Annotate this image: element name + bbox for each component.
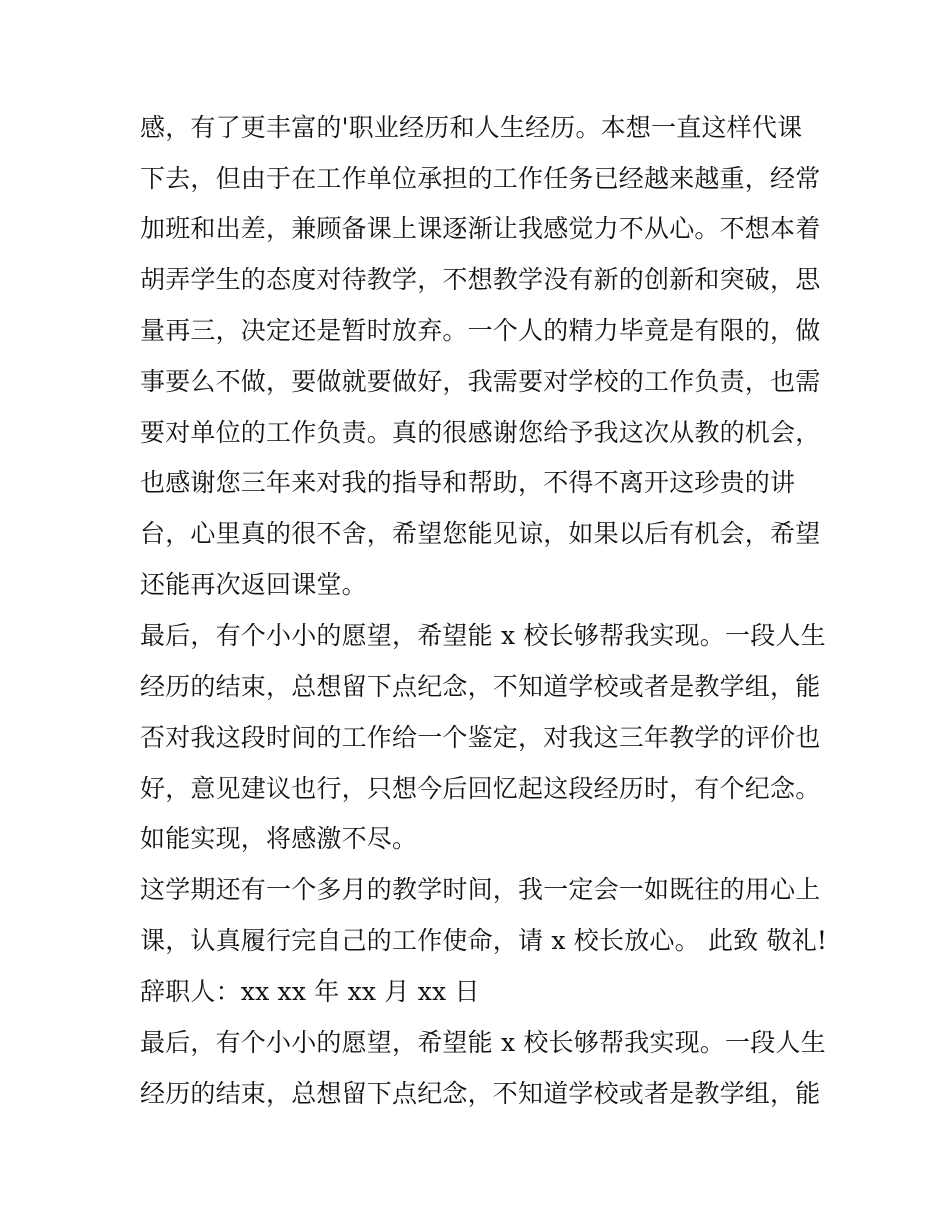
text-line: 胡弄学生的态度对待教学，不想教学没有新的创新和突破，思 xyxy=(140,265,821,294)
text-line: 经历的结束，总想留下点纪念，不知道学校或者是教学组，能 xyxy=(140,672,821,701)
text-line: 事要么不做，要做就要做好，我需要对学校的工作负责，也需 xyxy=(140,367,821,396)
text-line: 还能再次返回课堂。 xyxy=(140,570,367,599)
signature-line: 辞职人：xx xx 年 xx 月 xx 日 xyxy=(140,977,480,1006)
text-line: 课，认真履行完自己的工作使命，请 x 校长放心。 此致 敬礼! xyxy=(140,926,828,955)
text-line: 下去，但由于在工作单位承担的工作任务已经越来越重，经常 xyxy=(140,164,821,193)
text-line: 最后，有个小小的愿望，希望能 x 校长够帮我实现。一段人生 xyxy=(140,1028,826,1057)
text-line: 如能实现，将感激不尽。 xyxy=(140,824,418,853)
text-line: 经历的结束，总想留下点纪念，不知道学校或者是教学组，能 xyxy=(140,1079,821,1108)
text-line: 否对我这段时间的工作给一个鉴定，对我这三年教学的评价也 xyxy=(140,723,821,752)
text-line: 加班和出差，兼顾备课上课逐渐让我感觉力不从心。不想本着 xyxy=(140,214,821,243)
text-line: 也感谢您三年来对我的指导和帮助，不得不离开这珍贵的讲 xyxy=(140,468,796,497)
text-line: 要对单位的工作负责。真的很感谢您给予我这次从教的机会， xyxy=(140,418,821,447)
text-line: 这学期还有一个多月的教学时间，我一定会一如既往的用心上 xyxy=(140,875,821,904)
text-line: 最后，有个小小的愿望，希望能 x 校长够帮我实现。一段人生 xyxy=(140,621,826,650)
text-line: 好，意见建议也行，只想今后回忆起这段经历时，有个纪念。 xyxy=(140,774,821,803)
text-line: 台，心里真的很不舍，希望您能见谅，如果以后有机会，希望 xyxy=(140,519,821,548)
text-line: 量再三，决定还是暂时放弃。一个人的精力毕竟是有限的，做 xyxy=(140,316,821,345)
text-line: 感，有了更丰富的'职业经历和人生经历。本想一直这样代课 xyxy=(140,113,803,142)
